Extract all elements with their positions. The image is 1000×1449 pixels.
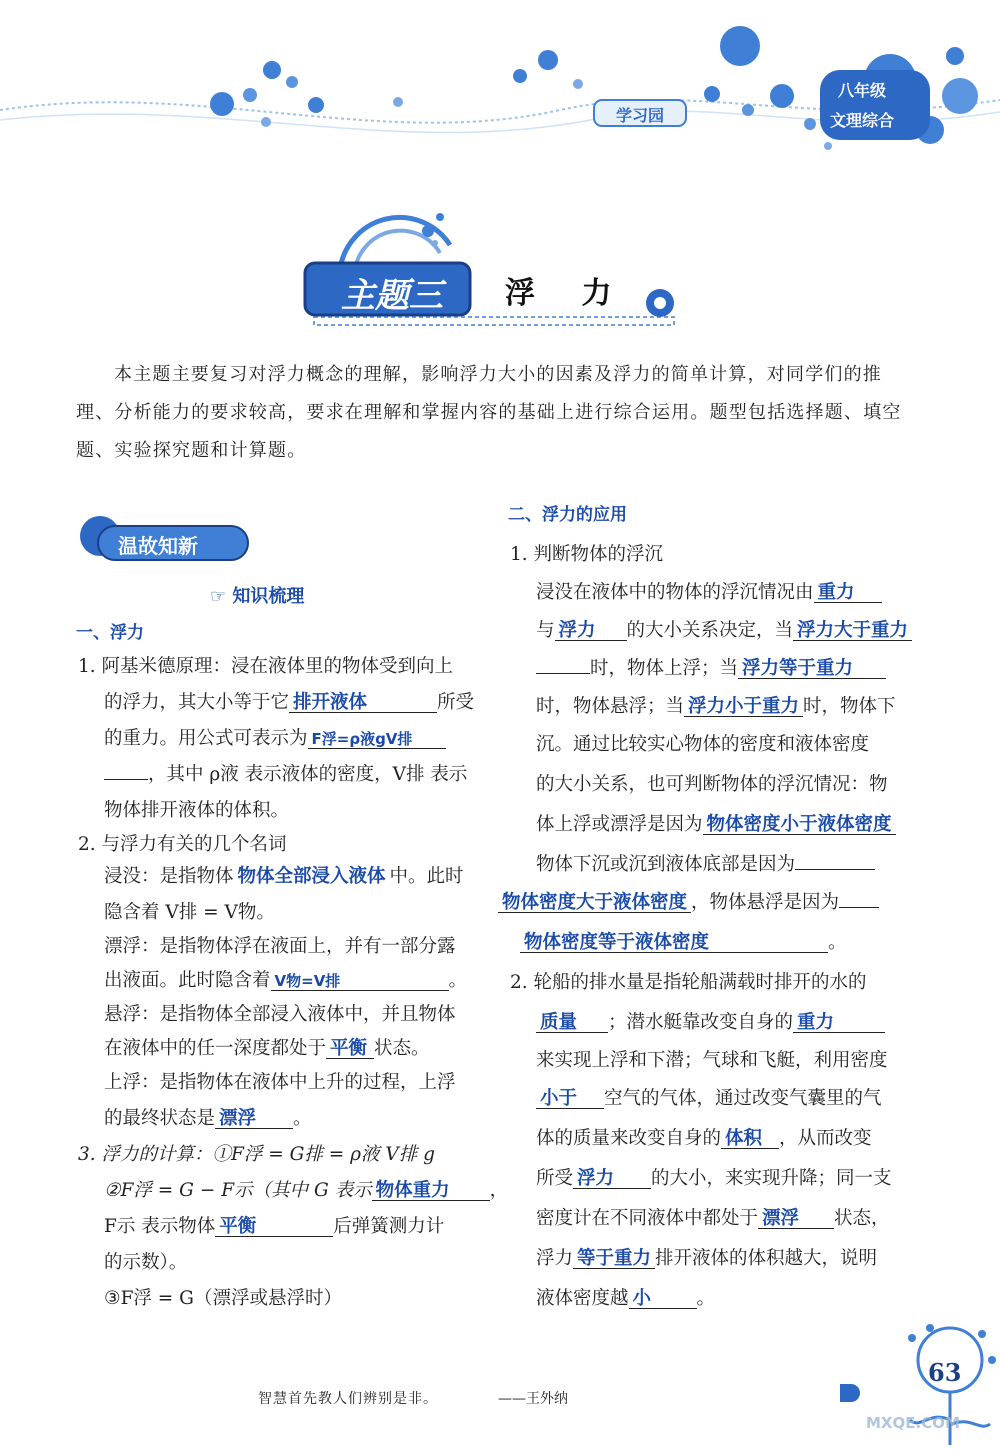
left-line: 浸没：是指物体 物体全部浸入液体 中。此时 [104, 866, 464, 887]
left-line: ，其中 ρ液 表示液体的密度，V排 表示 [104, 760, 467, 790]
left-line: 1. 阿基米德原理：浸在液体里的物体受到向上 [78, 656, 454, 677]
answer-fill: V物=V排 [271, 974, 449, 991]
blank-line [536, 655, 590, 675]
answer-fill: 平衡 [326, 1039, 374, 1059]
answer-fill: 物体重力 [372, 1181, 490, 1201]
left-line: 上浮：是指物体在液体中上升的过程，上浮 [104, 1072, 456, 1093]
answer-fill: 小于 [536, 1089, 604, 1109]
answer-fill: 漂浮 [215, 1109, 293, 1129]
answer-fill: 浮力大于重力 [793, 621, 912, 641]
answer-fill: F浮=ρ液gV排 [308, 732, 446, 749]
right-line: 的大小关系，也可判断物体的浮沉情况：物 [536, 774, 888, 795]
page-number: 63 [928, 1358, 962, 1387]
left-line: 2. 与浮力有关的几个名词 [78, 834, 287, 855]
right-line: 液体密度越 小 。 [536, 1288, 716, 1309]
left-line: F示 表示物体 平衡 后弹簧测力计 [104, 1216, 445, 1237]
answer-fill: 等于重力 [573, 1249, 655, 1269]
grade-badge-bottom: 文理综合 [830, 111, 895, 130]
right-line: 浸没在液体中的物体的浮沉情况由 重力 [536, 578, 882, 608]
answer-fill: 物体密度小于液体密度 [703, 815, 896, 835]
intro-paragraph: 本主题主要复习对浮力概念的理解，影响浮力大小的因素及浮力的简单计算，对同学们的推理、分析能力的要求较高，要求在理解和掌握内容的基础上进行综合运用。题型包括选择题、填空题、实验探究题和计算题。 [76, 364, 902, 461]
answer-fill: 浮力小于重力 [684, 697, 803, 717]
blank-line [795, 851, 875, 871]
left-line: 在液体中的任一深度都处于 平衡 状态。 [104, 1038, 430, 1059]
right-line: 沉。通过比较实心物体的密度和液体密度 [536, 734, 870, 755]
answer-fill: 物体密度大于液体密度 [498, 893, 691, 913]
left-line: 悬浮：是指物体全部浸入液体中，并且物体 [104, 1004, 456, 1025]
left-line: 3. 浮力的计算：①F浮 = G排 = ρ液 V排 g [78, 1144, 436, 1165]
answer-fill: 小 [629, 1289, 697, 1309]
blank-line [104, 761, 148, 781]
right-line: 所受 浮力 的大小，来实现升降；同一支 [536, 1168, 892, 1189]
left-line: 的浮力，其大小等于它 排开液体 所受 [104, 692, 475, 713]
left-line: 出液面。此时隐含着 V物=V排 。 [104, 970, 468, 991]
answer-fill: 浮力 [555, 621, 627, 641]
footer-quote: 智慧首先教人们辨别是非。 [258, 1391, 438, 1407]
right-line: 体的质量来改变自身的 体积 ，从而改变 [536, 1128, 872, 1149]
left-line: 的最终状态是 漂浮 。 [104, 1108, 312, 1129]
answer-fill: 物体密度等于液体密度 [520, 933, 828, 953]
answer-fill: 浮力等于重力 [738, 659, 886, 679]
watermark: MXQE.COM [866, 1414, 960, 1432]
right-line: 时，物体悬浮；当 浮力小于重力 时，物体下 [536, 696, 896, 717]
right-line: 物体密度等于液体密度 。 [520, 928, 847, 958]
answer-fill: 漂浮 [758, 1209, 834, 1229]
left-line: 物体排开液体的体积。 [104, 800, 290, 821]
topic-label: 主题三 [341, 276, 443, 316]
answer-fill: 平衡 [215, 1217, 333, 1237]
grade-badge-top: 八年级 [838, 81, 887, 100]
footer-author: ——王外纳 [498, 1391, 568, 1407]
right-line: 物体密度大于液体密度 ，物体悬浮是因为 [498, 888, 879, 918]
section-heading-2: 二、浮力的应用 [508, 505, 627, 525]
left-line: 的示数）。 [104, 1252, 188, 1273]
left-line: ②F浮 = G − F示（其中 G 表示 物体重力 ， [104, 1180, 509, 1201]
right-line: 物体下沉或沉到液体底部是因为 [536, 850, 875, 880]
review-badge-label: 温故知新 [118, 534, 198, 558]
topic-title: 浮 力 [505, 276, 630, 311]
right-line: 体上浮或漂浮是因为 物体密度小于液体密度 [536, 810, 896, 840]
right-line: 密度计在不同液体中都处于 漂浮 状态， [536, 1208, 890, 1229]
answer-fill: 重力 [814, 583, 882, 603]
left-line: 漂浮：是指物体浮在液面上，并有一部分露 [104, 936, 456, 957]
right-line: 2. 轮船的排水量是指轮船满载时排开的水的 [510, 972, 867, 993]
right-line: 小于 空气的气体，通过改变气囊里的气 [536, 1084, 882, 1114]
knowledge-title: ☞ 知识梳理 [210, 586, 305, 607]
answer-fill: 质量 [536, 1013, 608, 1033]
answer-fill: 重力 [793, 1013, 885, 1033]
left-line: 的重力。用公式可表示为 F浮=ρ液gV排 [104, 724, 446, 754]
left-line: 隐含着 V排 = V物。 [104, 902, 275, 923]
answer-fill: 体积 [721, 1129, 779, 1149]
right-line: 质量 ；潜水艇靠改变自身的 重力 [536, 1008, 885, 1038]
right-line: 与 浮力 的大小关系决定，当 浮力大于重力 [536, 616, 912, 646]
answer-fill: 物体全部浸入液体 [237, 866, 386, 887]
center-logo: 学习园 [615, 106, 664, 125]
right-line: 浮力 等于重力 排开液体的体积越大，说明 [536, 1248, 878, 1269]
right-line: 来实现上浮和下潜；气球和飞艇，利用密度 [536, 1050, 888, 1071]
right-line: 时，物体上浮；当 浮力等于重力 [536, 654, 886, 684]
section-heading-1: 一、浮力 [76, 623, 144, 643]
pointing-hand-icon: ☞ [210, 586, 233, 607]
answer-fill: 浮力 [573, 1169, 651, 1189]
left-line: ③F浮 = G（漂浮或悬浮时） [104, 1288, 342, 1309]
right-line: 1. 判断物体的浮沉 [510, 544, 664, 565]
blank-line [839, 889, 879, 909]
answer-fill: 排开液体 [289, 693, 437, 713]
